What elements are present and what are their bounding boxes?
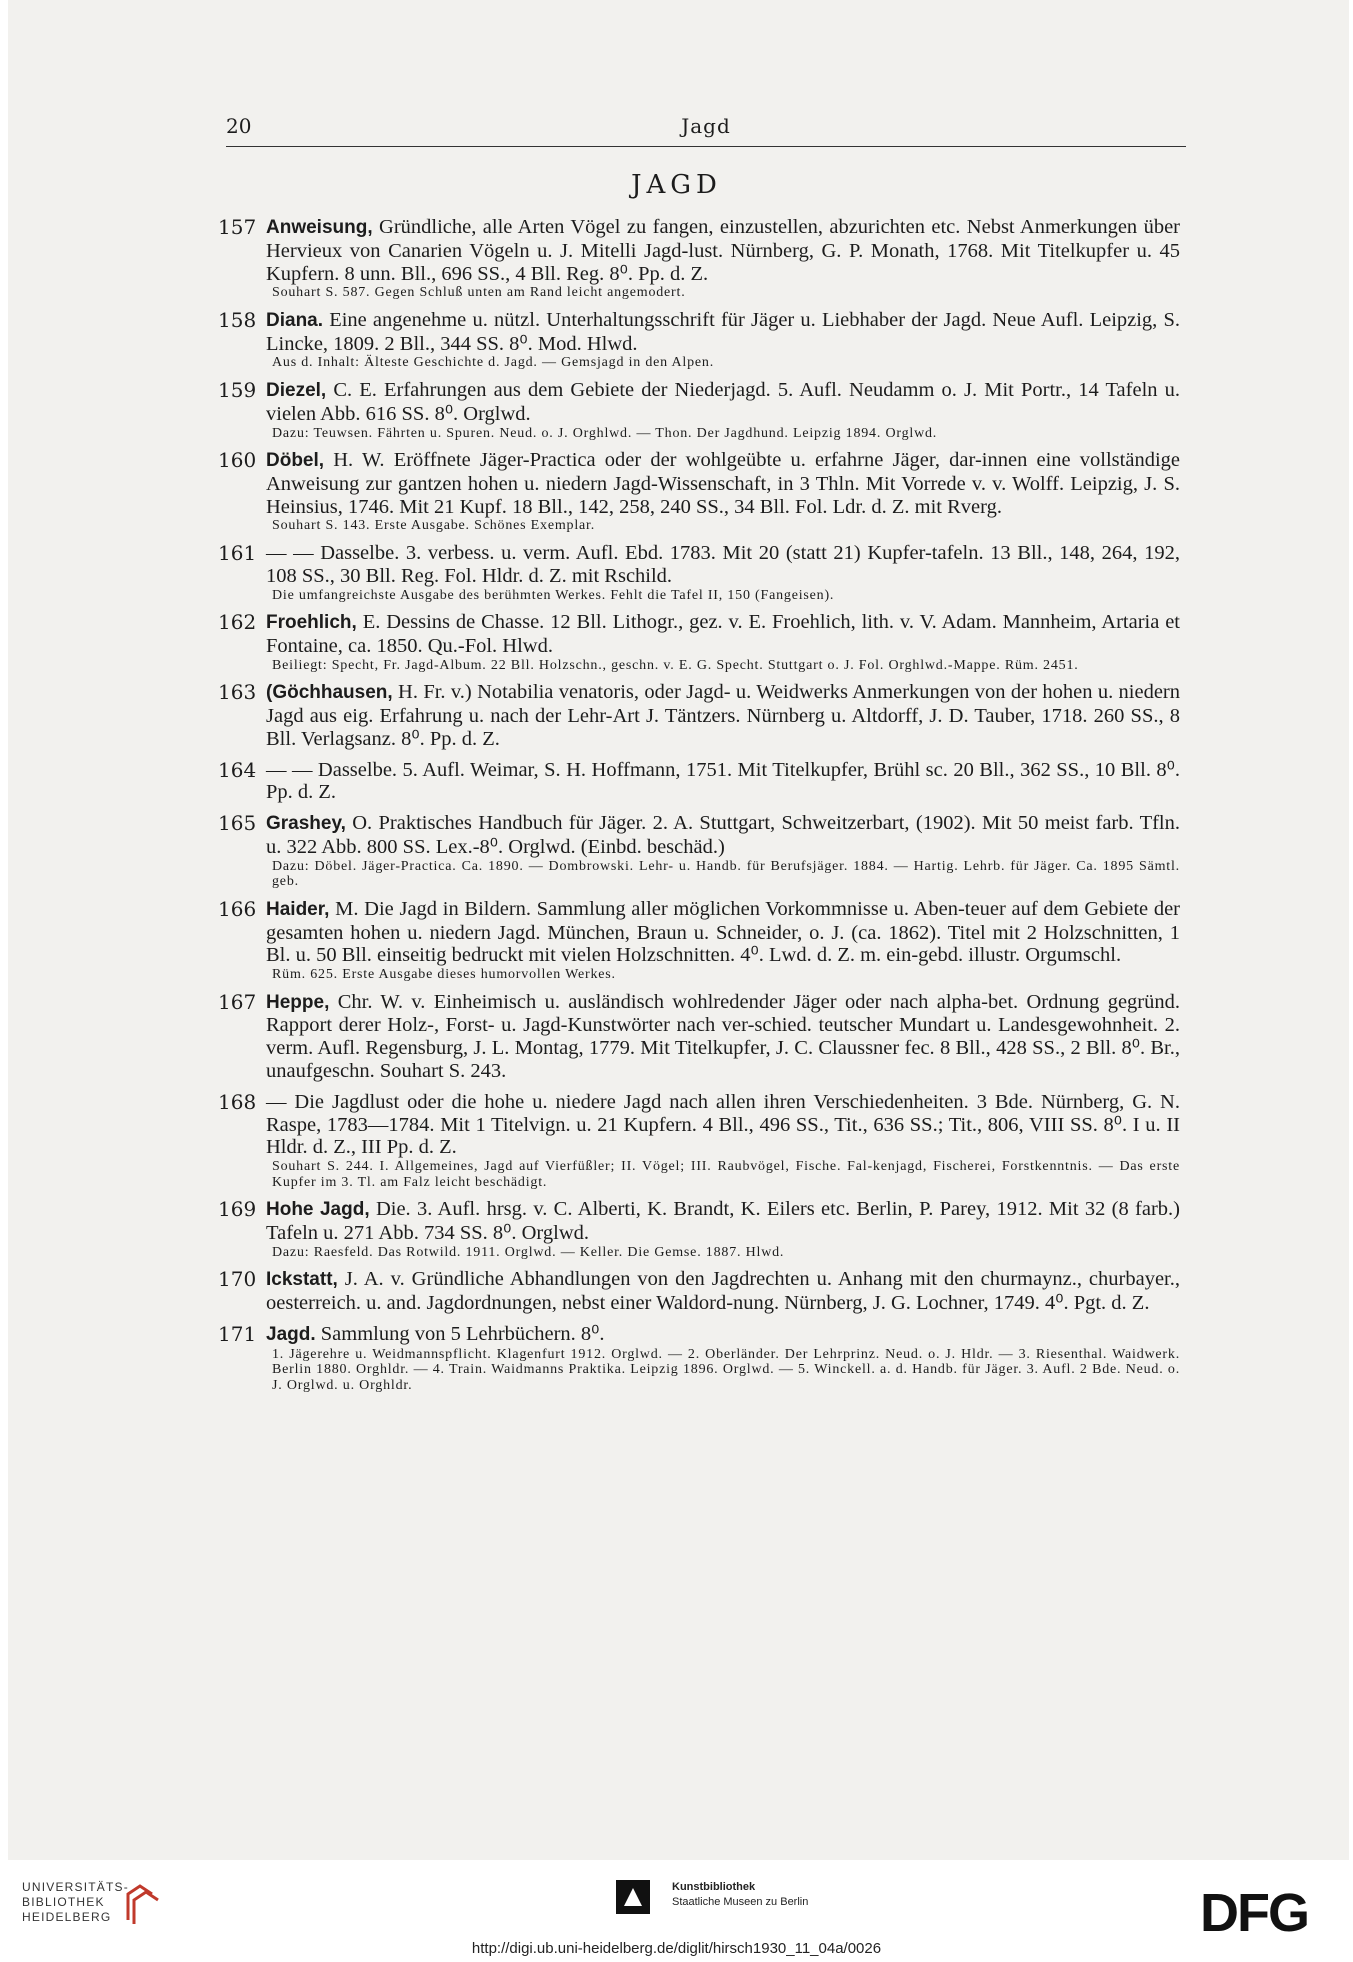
- entry-text: [266, 1198, 1180, 1245]
- entry-text: [266, 611, 1180, 658]
- catalog-entry: [218, 611, 1180, 673]
- library-line: UNIVERSITÄTS-: [22, 1880, 129, 1894]
- catalog-entry: [218, 1198, 1180, 1260]
- entry-note: Souhart S. 587. Gegen Schluß unten am Rand leicht angemodert.: [272, 285, 686, 301]
- catalog-entries: [218, 216, 1180, 1401]
- catalog-entry: [218, 309, 1180, 371]
- kunstbibliothek-name: Kunstbibliothek: [672, 1881, 756, 1893]
- catalog-entry: [218, 1091, 1180, 1190]
- entry-description: M. Die Jagd in Bildern. Sammlung aller möglichen Vorkommnisse u. Aben-teuer auf dem Gebiete der gesamten hohen u. niedern Jagd. München, Braun u. Schneider, o. J. (ca. 1862). Titel mit 2 Holzschnitten, 1 Bl. u. 50 Bll. einseitig bedruckt mit vielen Holzschnitten. 4⁰. Lwd. d. Z. m. ein-gebd. illustr. Orgumschl.: [266, 897, 1181, 967]
- entry-author: Heppe,: [266, 991, 330, 1013]
- entry-author: Haider,: [266, 898, 330, 920]
- entry-author: Froehlich,: [266, 612, 357, 634]
- catalog-entry: [218, 681, 1180, 750]
- section-title: JAGD: [631, 170, 722, 200]
- entry-number: 168: [218, 1089, 257, 1114]
- entry-number: 169: [218, 1197, 257, 1222]
- entry-text: [266, 759, 1180, 805]
- entry-text: [266, 1268, 1180, 1315]
- entry-number: 159: [218, 377, 257, 402]
- entry-description: — — Dasselbe. 3. verbess. u. verm. Aufl. Ebd. 1783. Mit 20 (statt 21) Kupfer-tafeln. 13 Bll., 148, 264, 192, 108 SS., 30 Bll. Reg. Fol. Hldr. d. Z. mit Rschild.: [266, 541, 1180, 587]
- kunstbibliothek-sub: Staatliche Museen zu Berlin: [672, 1896, 809, 1908]
- entry-number: 165: [218, 811, 257, 836]
- catalog-entry: [218, 1268, 1180, 1315]
- university-logo-icon: [122, 1880, 162, 1930]
- entry-text: [266, 812, 1180, 859]
- running-title: Jagd: [681, 114, 731, 138]
- entry-number: 161: [218, 540, 257, 565]
- entry-number: 164: [218, 757, 257, 782]
- entry-text: [266, 379, 1180, 426]
- entry-description: — Die Jagdlust oder die hohe u. niedere Jagd nach allen ihren Verschiedenheiten. 3 Bde. Nürnberg, G. N. Raspe, 1783—1784. Mit 1 Titelvign. u. 21 Kupfern. 4 Bll., 496 SS., Tit., 636 SS.; Tit., 806, VIII SS. 8⁰. I u. II Hldr. d. Z., III Pp. d. Z.: [266, 1090, 1180, 1159]
- entry-author: Diana.: [266, 309, 324, 331]
- entry-description: Eine angenehme u. nützl. Unterhaltungsschrift für Jäger u. Liebhaber der Jagd. Neue Aufl. Leipzig, S. Lincke, 1809. 2 Bll., 344 SS. 8⁰. Mod. Hlwd.: [266, 308, 1181, 355]
- entry-author: Jagd.: [266, 1323, 316, 1345]
- entry-description: H. Fr. v.) Notabilia venatoris, oder Jagd- u. Weidwerks Anmerkungen von der hohen u. niedern Jagd aus eig. Erfahrung u. nach der Lehr-Art J. Täntzers. Nürnberg u. Altdorff, J. D. Tauber, 1718. 260 SS., 8 Bll. Verlagsanz. 8⁰. Pp. d. Z.: [266, 681, 1181, 750]
- entry-number: 171: [218, 1321, 257, 1346]
- kunstbibliothek-logo-icon: [616, 1880, 650, 1914]
- entry-number: 157: [218, 215, 257, 239]
- catalog-entry: [218, 1323, 1180, 1393]
- catalog-entry: [218, 379, 1180, 441]
- entry-note: Dazu: Teuwsen. Fährten u. Spuren. Neud. o. J. Orghlwd. — Thon. Der Jagdhund. Leipzig 1894. Orglwd.: [272, 425, 938, 441]
- entry-description: J. A. v. Gründliche Abhandlungen von den Jagdrechten u. Anhang mit den churmaynz., churbayer., oesterreich. u. and. Jagdordnungen, nebst einer Waldord-nung. Nürnberg, J. G. Lochner, 1749. 4⁰. Pgt. d. Z.: [266, 1268, 1180, 1315]
- entry-number: 167: [218, 989, 257, 1014]
- running-head: [226, 112, 1186, 147]
- entry-note: Souhart S. 244. I. Allgemeines, Jagd auf Vierfüßler; II. Vögel; III. Raubvögel, Fische. Fal-kenjagd, Fischerei, Forstkenntnis. — Das erste Kupfer im 3. Tl. am Falz leicht beschädigt.: [272, 1159, 1180, 1190]
- entry-description: Gründliche, alle Arten Vögel zu fangen, einzustellen, abzurichten etc. Nebst Anmerkungen über Hervieux von Canarien Vögeln u. J. Mitelli Jagd-lust. Nürnberg, G. P. Monath, 1768. Mit Titelkupfer u. 45 Kupfern. 8 unn. Bll., 696 SS., 4 Bll. Reg. 8⁰. Pp. d. Z.: [266, 216, 1180, 285]
- entry-author: Anweisung,: [266, 217, 373, 238]
- entry-number: 170: [218, 1267, 257, 1292]
- entry-description: Sammlung von 5 Lehrbüchern. 8⁰.: [320, 1322, 605, 1345]
- entry-description: — — Dasselbe. 5. Aufl. Weimar, S. H. Hoffmann, 1751. Mit Titelkupfer, Brühl sc. 20 Bll., 362 SS., 10 Bll. 8⁰. Pp. d. Z.: [266, 758, 1180, 804]
- entry-author: Döbel,: [266, 450, 325, 472]
- entry-description: H. W. Eröffnete Jäger-Practica oder der wohlgeübte u. erfahrne Jäger, dar-innen eine vollständige Anweisung zur gantzen hohen u. niedern Jagd-Wissenschaft, in 3 Thln. Mit Vorrede v. v. Wolff. Leipzig, J. S. Heinsius, 1746. Mit 21 Kupf. 18 Bll., 142, 258, 240 SS., 34 Bll. Fol. Ldr. d. Z. mit Rverg.: [266, 449, 1180, 518]
- entry-text: [266, 449, 1180, 518]
- entry-text: [266, 991, 1180, 1083]
- catalog-entry: [218, 991, 1180, 1083]
- library-line: BIBLIOTHEK: [22, 1895, 105, 1909]
- catalog-entry: [218, 542, 1180, 603]
- entry-text: [266, 216, 1180, 285]
- entry-number: 166: [218, 896, 257, 921]
- library-line: HEIDELBERG: [22, 1910, 112, 1924]
- catalog-entry: [218, 898, 1180, 983]
- entry-author: Ickstatt,: [266, 1269, 338, 1291]
- entry-author: Grashey,: [266, 813, 346, 835]
- entry-text: [266, 1323, 1180, 1347]
- entry-note: Souhart S. 143. Erste Ausgabe. Schönes Exemplar.: [272, 518, 596, 534]
- dfg-logo: DFG: [1200, 1883, 1308, 1943]
- entry-note: Aus d. Inhalt: Älteste Geschichte d. Jagd. — Gemsjagd in den Alpen.: [272, 355, 715, 371]
- entry-description: Die. 3. Aufl. hrsg. v. C. Alberti, K. Brandt, K. Eilers etc. Berlin, P. Parey, 1912. Mit 32 (8 farb.) Tafeln u. 271 Abb. 734 SS. 8⁰. Orglwd.: [266, 1198, 1181, 1244]
- entry-text: [266, 309, 1180, 356]
- entry-note: Die umfangreichste Ausgabe des berühmten Werkes. Fehlt die Tafel II, 150 (Fangeisen).: [272, 587, 835, 603]
- page-url[interactable]: http://digi.ub.uni-heidelberg.de/diglit/hirsch1930_11_04a/0026: [471, 1940, 882, 1957]
- entry-description: C. E. Erfahrungen aus dem Gebiete der Niederjagd. 5. Aufl. Neudamm o. J. Mit Portr., 14 Tafeln u. vielen Abb. 616 SS. 8⁰. Orglwd.: [266, 378, 1181, 425]
- entry-author: (Göchhausen,: [266, 682, 393, 704]
- entry-description: O. Praktisches Handbuch für Jäger. 2. A. Stuttgart, Schweitzerbart, (1902). Mit 50 meist farb. Tfln. u. 322 Abb. 800 SS. Lex.-8⁰. Orglwd. (Einbd. beschäd.): [266, 812, 1180, 858]
- entry-description: E. Dessins de Chasse. 12 Bll. Lithogr., gez. v. E. Froehlich, lith. v. V. Adam. Mannheim, Artaria et Fontaine, ca. 1850. Qu.-Fol. Hlwd.: [266, 611, 1181, 657]
- entry-number: 158: [218, 307, 257, 332]
- kunstbibliothek-label: [672, 1880, 808, 1910]
- entry-number: 162: [218, 610, 257, 635]
- footer: [0, 1860, 1353, 1962]
- university-library-label: [22, 1880, 129, 1925]
- catalog-entry: [218, 449, 1180, 534]
- entry-note: 1. Jägerehre u. Weidmannspflicht. Klagenfurt 1912. Orglwd. — 2. Oberländer. Der Lehrprinz. Neud. o. J. Hldr. — 3. Riesenthal. Waidwerk. Berlin 1880. Orghldr. — 4. Train. Waidmanns Praktika. Leipzig 1896. Orglwd. — 5. Winckell. a. d. Handb. für Jäger. 3. Aufl. 2 Bde. Neud. o. J. Orglwd. u. Orghldr.: [272, 1346, 1180, 1393]
- entry-text: [266, 542, 1180, 588]
- entry-number: 160: [218, 448, 257, 473]
- entry-author: Diezel,: [266, 379, 327, 401]
- entry-author: Hohe Jagd,: [266, 1199, 370, 1221]
- entry-description: Chr. W. v. Einheimisch u. ausländisch wohlredender Jäger oder nach alpha-bet. Ordnung gegründ. Rapport derer Holz-, Forst- u. Jagd-Kunstwörter nach ver-schied. teutscher Mundart u. Landesgewohnheit. 2. verm. Aufl. Regensburg, J. L. Montag, 1779. Mit Titelkupfer, J. C. Claussner fec. 8 Bll., 428 SS., 2 Bll. 8⁰. Br., unaufgeschn. Souhart S. 243.: [266, 990, 1181, 1083]
- entry-text: [266, 681, 1180, 750]
- entry-note: Dazu: Raesfeld. Das Rotwild. 1911. Orglwd. — Keller. Die Gemse. 1887. Hlwd.: [272, 1244, 785, 1260]
- entry-number: 163: [218, 680, 257, 705]
- page-number: 20: [226, 114, 252, 138]
- entry-text: [266, 898, 1180, 967]
- entry-note: Beiliegt: Specht, Fr. Jagd-Album. 22 Bll. Holzschn., geschn. v. E. G. Specht. Stuttgart o. J. Fol. Orghlwd.-Mappe. Rüm. 2451.: [272, 657, 1079, 673]
- entry-note: Rüm. 625. Erste Ausgabe dieses humorvollen Werkes.: [272, 967, 616, 983]
- entry-text: [266, 1091, 1180, 1159]
- catalog-entry: [218, 812, 1180, 890]
- catalog-entry: [218, 759, 1180, 805]
- entry-note: Dazu: Döbel. Jäger-Practica. Ca. 1890. — Dombrowski. Lehr- u. Handb. für Berufsjäger. 1884. — Hartig. Lehrb. für Jäger. Ca. 1895 Sämtl. geb.: [272, 858, 1180, 890]
- catalog-entry: [218, 216, 1180, 301]
